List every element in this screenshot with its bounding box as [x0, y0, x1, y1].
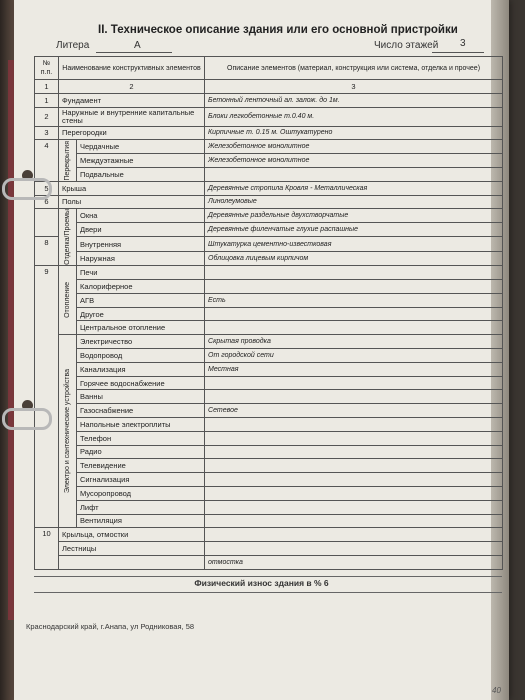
row-num: 1 — [35, 93, 59, 107]
floors-value: 3 — [460, 38, 466, 49]
table-row — [35, 390, 503, 404]
row-name: Газоснабжение — [77, 404, 205, 418]
row-desc — [205, 266, 503, 280]
row-name: Междуэтажные — [77, 154, 205, 168]
table-colnum-row — [35, 80, 503, 94]
row-desc — [205, 390, 503, 404]
wear-top-rule — [34, 576, 502, 577]
row-name: Наружные и внутренние капитальные стены — [59, 107, 205, 126]
table-row — [35, 154, 503, 168]
row-desc: Блоки легкобетонные т.0.40 м. — [205, 107, 503, 126]
row-name: Канализация — [77, 362, 205, 376]
row-desc — [205, 376, 503, 390]
group-ceilings — [59, 140, 77, 181]
row-name — [59, 555, 205, 569]
row-name: Окна — [77, 209, 205, 223]
row-name: Фундамент — [59, 93, 205, 107]
row-desc: Железобетонное монолитное — [205, 140, 503, 154]
row-name: Радио — [77, 445, 205, 459]
row-desc: отмостка — [205, 555, 503, 569]
row-name: Мусоропровод — [77, 486, 205, 500]
row-desc — [205, 500, 503, 514]
row-name: Сигнализация — [77, 473, 205, 487]
row-desc — [205, 307, 503, 321]
row-desc: Линолеумовые — [205, 195, 503, 209]
row-name: Телефон — [77, 431, 205, 445]
row-name: Калориферное — [77, 280, 205, 294]
row-desc — [205, 321, 503, 335]
group-ceilings-label: Перекрытия — [64, 140, 71, 181]
row-desc — [205, 528, 503, 542]
row-name: Двери — [77, 223, 205, 237]
row-desc: Облицовка лицевым кирпичом — [205, 252, 503, 266]
colnum-2: 2 — [59, 80, 205, 94]
table-row — [35, 349, 503, 363]
row-name: Лестницы — [59, 542, 205, 556]
table-row — [35, 486, 503, 500]
row-name: Чердачные — [77, 140, 205, 154]
row-name: Полы — [59, 195, 205, 209]
row-name: Другое — [77, 307, 205, 321]
table-row — [35, 167, 503, 181]
description-table — [34, 56, 503, 570]
table-row — [35, 418, 503, 432]
row-desc — [205, 542, 503, 556]
row-desc — [205, 280, 503, 294]
group-openings-label: Отделка/Проемы — [64, 209, 71, 266]
floors-label: Число этажей — [374, 40, 439, 51]
row-name: Водопровод — [77, 349, 205, 363]
binder-ring — [2, 178, 52, 200]
litera-value: А — [134, 40, 141, 51]
table-row — [35, 362, 503, 376]
row-num: 4 — [35, 140, 59, 181]
table-row — [35, 459, 503, 473]
table-row — [35, 335, 503, 349]
physical-wear-label: Физический износ здания в % 6 — [194, 578, 329, 588]
litera-label: Литера — [56, 40, 90, 51]
floors-underline — [432, 52, 484, 53]
header-num: № п.п. — [35, 57, 59, 80]
page-title: II. Техническое описание здания или его основной пристройки — [98, 24, 458, 36]
row-desc — [205, 445, 503, 459]
table-row — [35, 500, 503, 514]
row-num — [35, 209, 59, 237]
table-row — [35, 542, 503, 556]
group-heating-label: Отопление — [64, 282, 71, 319]
row-name: Ванны — [77, 390, 205, 404]
row-desc — [205, 486, 503, 500]
row-desc: Деревянные раздельные двухстворчатые — [205, 209, 503, 223]
row-desc: Деревянные стропила Кровля - Металлическая — [205, 181, 503, 195]
row-num: 2 — [35, 107, 59, 126]
row-num: 3 — [35, 126, 59, 140]
row-num: 10 — [35, 528, 59, 569]
group-utilities-label: Электро и сантехнические устройства — [64, 369, 71, 494]
table-row — [35, 445, 503, 459]
row-name: Наружная — [77, 252, 205, 266]
row-num: 9 — [35, 266, 59, 528]
table-row — [35, 555, 503, 569]
table-row — [35, 107, 503, 126]
table-row — [35, 93, 503, 107]
row-num: 6 — [35, 195, 59, 209]
table-row — [35, 293, 503, 307]
row-desc: Есть — [205, 293, 503, 307]
row-desc — [205, 514, 503, 528]
row-num: 8 — [35, 236, 59, 265]
page-number: 40 — [492, 686, 501, 695]
row-name: Напольные электроплиты — [77, 418, 205, 432]
row-name: Крыльца, отмостки — [59, 528, 205, 542]
row-name: Печи — [77, 266, 205, 280]
table-row — [35, 473, 503, 487]
wear-bottom-rule — [34, 592, 502, 593]
table-row — [35, 223, 503, 237]
table-row — [35, 126, 503, 140]
row-name: Центральное отопление — [77, 321, 205, 335]
table-row — [35, 209, 503, 223]
table-row — [35, 195, 503, 209]
row-desc — [205, 459, 503, 473]
row-desc: Скрытая проводка — [205, 335, 503, 349]
table-row — [35, 252, 503, 266]
row-num: 5 — [35, 181, 59, 195]
table-row — [35, 404, 503, 418]
row-desc — [205, 473, 503, 487]
table-row — [35, 181, 503, 195]
litera-underline — [96, 52, 172, 53]
colnum-3: 3 — [205, 80, 503, 94]
row-name: Телевидение — [77, 459, 205, 473]
group-heating — [59, 266, 77, 335]
table-row — [35, 376, 503, 390]
table-row — [35, 514, 503, 528]
row-desc: Сетевое — [205, 404, 503, 418]
row-name: Лифт — [77, 500, 205, 514]
colnum-1: 1 — [35, 80, 59, 94]
table-row — [35, 280, 503, 294]
row-desc: Железобетонное монолитное — [205, 154, 503, 168]
document-page — [14, 0, 509, 700]
address-text: Краснодарский край, г.Анапа, ул Родниковая, 58 — [26, 622, 195, 631]
table-row — [35, 431, 503, 445]
header-desc: Описание элементов (материал, конструкция или система, отделка и прочее) — [205, 57, 503, 80]
row-desc: Кирпичные т. 0.15 м. Оштукатурено — [205, 126, 503, 140]
row-name: Крыша — [59, 181, 205, 195]
table-row — [35, 266, 503, 280]
row-name: Перегородки — [59, 126, 205, 140]
row-desc — [205, 431, 503, 445]
row-desc: Деревянные филенчатые глухие распашные — [205, 223, 503, 237]
row-name: АГВ — [77, 293, 205, 307]
row-desc: Штукатурка цементно-известковая — [205, 236, 503, 251]
row-desc: Бетонный ленточный ал. залож. до 1м. — [205, 93, 503, 107]
row-name: Горячее водоснабжение — [77, 376, 205, 390]
table-row — [35, 236, 503, 251]
row-desc — [205, 167, 503, 181]
table-row — [35, 307, 503, 321]
row-name: Электричество — [77, 335, 205, 349]
table-row — [35, 321, 503, 335]
binder-ring — [2, 408, 52, 430]
row-name: Внутренняя — [77, 236, 205, 251]
table-row — [35, 528, 503, 542]
group-utilities — [59, 335, 77, 528]
row-desc — [205, 418, 503, 432]
table-header-row — [35, 57, 503, 80]
header-name: Наименование конструктивных элементов — [59, 57, 205, 80]
table-row — [35, 140, 503, 154]
group-openings — [59, 209, 77, 266]
row-desc: Местная — [205, 362, 503, 376]
row-name: Вентиляция — [77, 514, 205, 528]
row-name: Подвальные — [77, 167, 205, 181]
row-desc: От городской сети — [205, 349, 503, 363]
